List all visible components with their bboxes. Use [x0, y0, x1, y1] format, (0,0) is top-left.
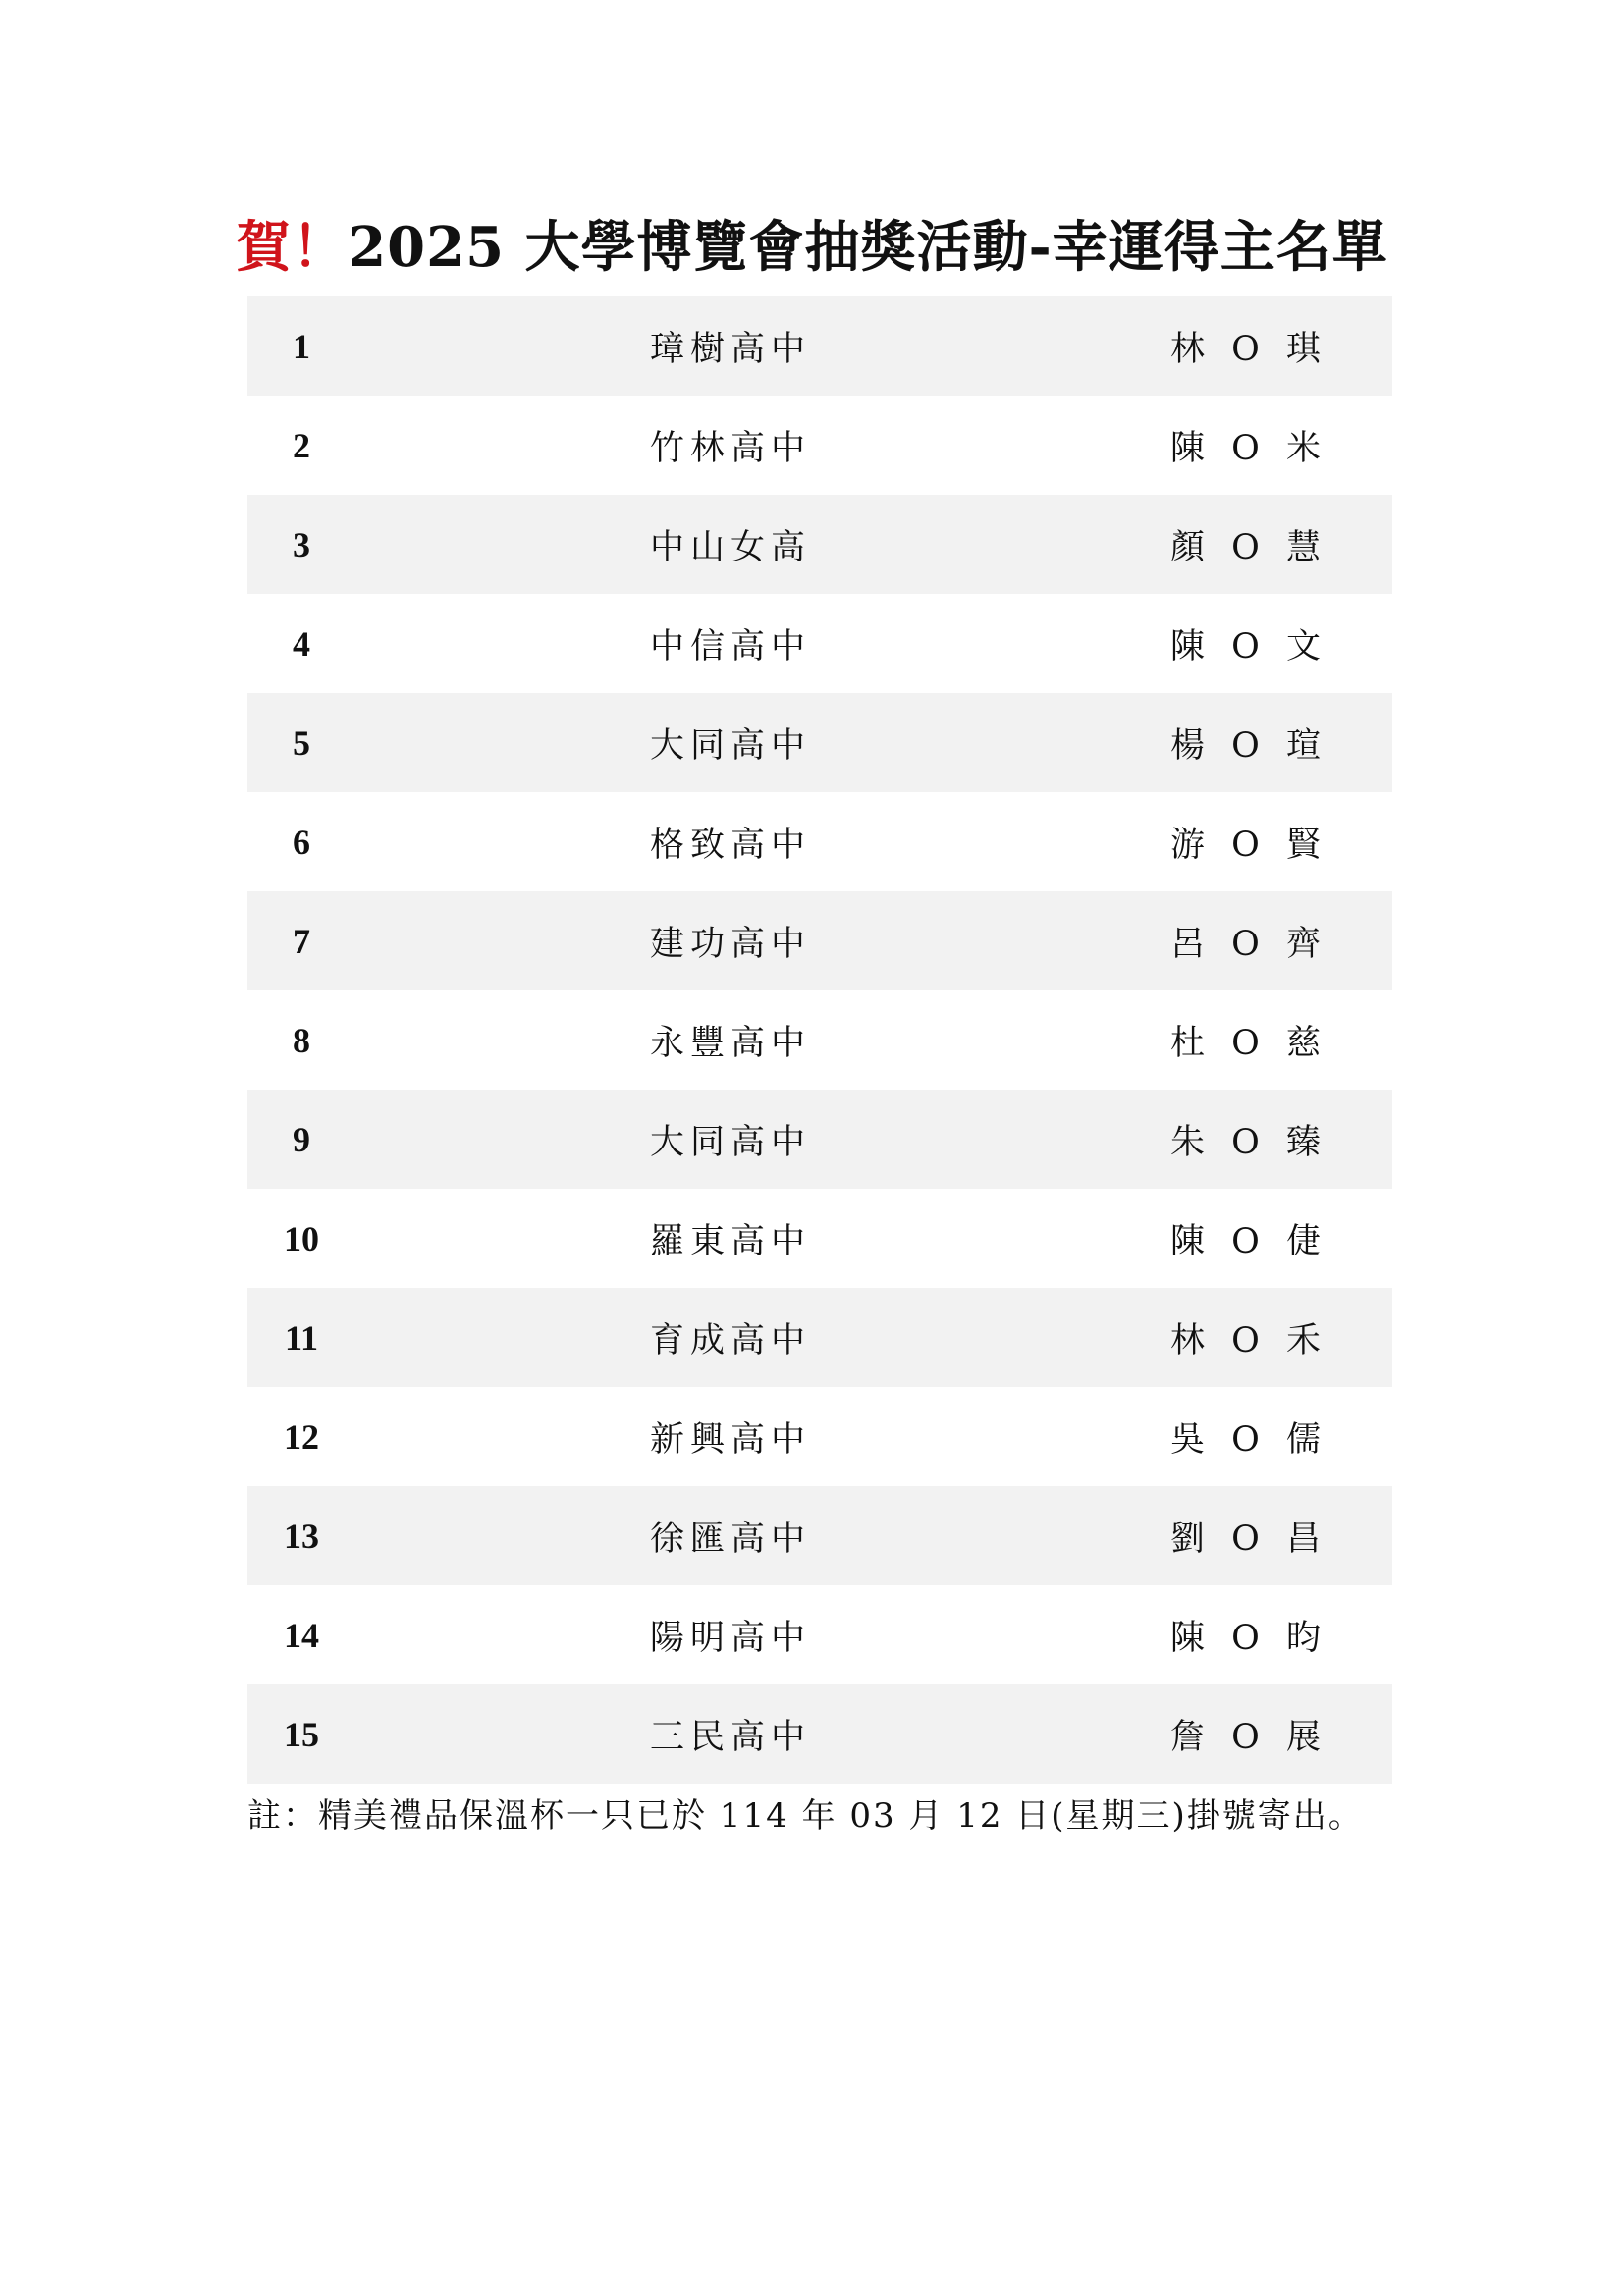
school-name: 羅東高中	[650, 1221, 812, 1261]
winner-name: 朱 O 臻	[1170, 1122, 1328, 1162]
winner-name: 詹 O 展	[1170, 1717, 1328, 1757]
school-name: 中信高中	[650, 626, 812, 667]
winner-name: 顏 O 慧	[1170, 527, 1328, 567]
winner-name: 陳 O 米	[1170, 428, 1328, 468]
row-number: 5	[293, 722, 310, 763]
winner-name: 楊 O 瑄	[1170, 725, 1328, 766]
school-name: 璋樹高中	[650, 329, 812, 369]
row-number: 7	[293, 921, 310, 961]
table-row	[247, 1684, 1392, 1784]
school-name: 格致高中	[650, 825, 812, 865]
row-number: 3	[293, 524, 310, 564]
school-name: 育成高中	[650, 1320, 812, 1361]
row-number: 13	[284, 1516, 319, 1556]
school-name: 新興高中	[650, 1419, 812, 1460]
winner-name: 劉 O 昌	[1170, 1519, 1328, 1559]
row-number: 11	[284, 1317, 318, 1358]
row-number: 9	[293, 1119, 310, 1159]
table-row	[247, 891, 1392, 990]
winner-name: 呂 O 齊	[1170, 924, 1328, 964]
table-row	[247, 693, 1392, 792]
winner-name: 林 O 琪	[1170, 329, 1328, 369]
table-row	[247, 1090, 1392, 1189]
row-number: 14	[284, 1615, 319, 1655]
school-name: 竹林高中	[650, 428, 812, 468]
winner-name: 陳 O 文	[1170, 626, 1328, 667]
footnote: 註：精美禮品保溫杯一只已於 114 年 03 月 12 日(星期三)掛號寄出。	[247, 1796, 1364, 1836]
winner-name: 林 O 禾	[1170, 1320, 1328, 1361]
table-row	[247, 1189, 1392, 1288]
row-number: 1	[293, 326, 310, 366]
winner-name: 陳 O 昀	[1170, 1618, 1328, 1658]
school-name: 陽明高中	[650, 1618, 812, 1658]
row-number: 8	[293, 1020, 310, 1060]
school-name: 大同高中	[650, 1122, 812, 1162]
school-name: 建功高中	[650, 924, 812, 964]
row-number: 4	[293, 623, 310, 664]
row-number: 2	[293, 425, 310, 465]
table-row	[247, 296, 1392, 396]
school-name: 三民高中	[650, 1717, 812, 1757]
winner-name: 吳 O 儒	[1170, 1419, 1328, 1460]
table-row	[247, 495, 1392, 594]
winner-name: 杜 O 慈	[1170, 1023, 1328, 1063]
title-text: 2025 大學博覽會抽獎活動-幸運得主名單	[348, 215, 1388, 280]
table-row	[247, 1288, 1392, 1387]
table-row	[247, 1486, 1392, 1585]
table-row	[247, 396, 1392, 495]
row-number: 15	[284, 1714, 319, 1754]
table-row	[247, 990, 1392, 1090]
school-name: 永豐高中	[650, 1023, 812, 1063]
page-title	[0, 208, 1624, 287]
congrats-label: 賀！	[236, 215, 349, 280]
school-name: 徐匯高中	[650, 1519, 812, 1559]
table-row	[247, 594, 1392, 693]
row-number: 6	[293, 822, 310, 862]
winner-name: 游 O 賢	[1170, 825, 1328, 865]
row-number: 10	[284, 1218, 319, 1258]
row-number: 12	[284, 1416, 319, 1457]
winners-table	[247, 296, 1392, 1784]
table-row	[247, 1387, 1392, 1486]
table-row	[247, 792, 1392, 891]
school-name: 中山女高	[650, 527, 812, 567]
winner-name: 陳 O 倢	[1170, 1221, 1328, 1261]
school-name: 大同高中	[650, 725, 812, 766]
table-row	[247, 1585, 1392, 1684]
